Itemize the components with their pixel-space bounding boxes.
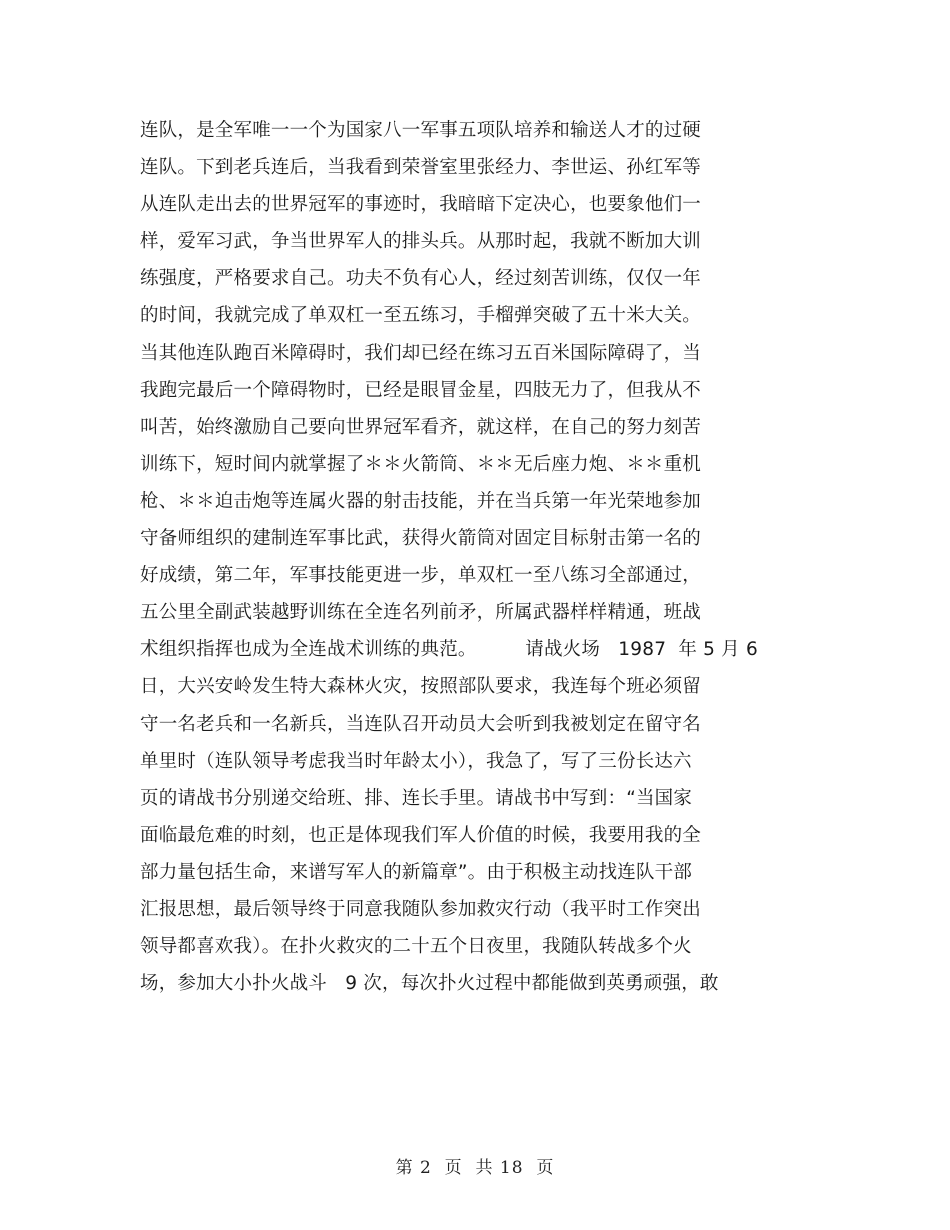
text-line: 场，参加大小扑火战斗 9 次，每次扑火过程中都能做到英勇顽强，敢 [140, 973, 719, 995]
text-line: 领导都喜欢我）。在扑火救灾的二十五个日夜里，我随队转战多个火 [140, 936, 692, 958]
text-line: 练强度，严格要求自己。功夫不负有心人，经过刻苦训练，仅仅一年 [140, 268, 702, 290]
page-number-footer: 第 2 页 共 18 页 [395, 1158, 555, 1178]
text-line: 五公里全副武装越野训练在全连名列前矛，所属武器样样精通，班战 [140, 602, 702, 624]
text-line: 连队，是全军唯一一个为国家八一军事五项队培养和输送人才的过硬 [140, 120, 702, 141]
text-line: 训练下，短时间内就掌握了＊＊火箭筒、＊＊无后座力炮、＊＊重机 [140, 453, 702, 475]
text-line: 守一名老兵和一名新兵，当连队召开动员大会听到我被划定在留守名 [140, 713, 702, 735]
text-line: 样，爱军习武，争当世界军人的排头兵。从那时起，我就不断加大训 [140, 231, 702, 253]
text-line: 页的请战书分别递交给班、排、连长手里。请战书中写到：“当国家 [140, 787, 693, 809]
text-line: 从连队走出去的世界冠军的事迹时，我暗暗下定决心，也要象他们一 [140, 194, 702, 216]
text-line: 连队。下到老兵连后，当我看到荣誉室里张经力、李世运、孙红军等 [140, 157, 702, 179]
text-line: 部力量包括生命，来谱写军人的新篇章”。由于积极主动找连队干部 [140, 861, 693, 883]
text-line: 单里时（连队领导考虑我当时年龄太小），我急了，写了三份长达六 [140, 750, 692, 772]
text-line: 的时间，我就完成了单双杠一至五练习，手榴弹突破了五十米大关。 [140, 305, 702, 327]
text-line: 汇报思想，最后领导终于同意我随队参加救灾行动（我平时工作突出 [140, 898, 702, 920]
text-line: 我跑完最后一个障碍物时，已经是眼冒金星，四肢无力了，但我从不 [140, 379, 702, 401]
text-line: 术组织指挥也成为全连战术训练的典范。 请战火场 1987 年 5 月 6 [140, 639, 758, 661]
text-line: 枪、＊＊迫击炮等连属火器的射击技能，并在当兵第一年光荣地参加 [140, 490, 702, 512]
text-line: 守备师组织的建制连军事比武，获得火箭筒对固定目标射击第一名的 [140, 528, 702, 550]
text-line: 好成绩，第二年，军事技能更进一步，单双杠一至八练习全部通过， [140, 565, 702, 587]
body-text [140, 112, 840, 1002]
text-line: 叫苦，始终激励自己要向世界冠军看齐，就这样，在自己的努力刻苦 [140, 416, 702, 438]
text-line: 当其他连队跑百米障碍时，我们却已经在练习五百米国际障碍了，当 [140, 342, 702, 364]
text-line: 面临最危难的时刻，也正是体现我们军人价值的时候，我要用我的全 [140, 824, 702, 846]
text-line: 日，大兴安岭发生特大森林火灾，按照部队要求，我连每个班必须留 [140, 676, 702, 698]
